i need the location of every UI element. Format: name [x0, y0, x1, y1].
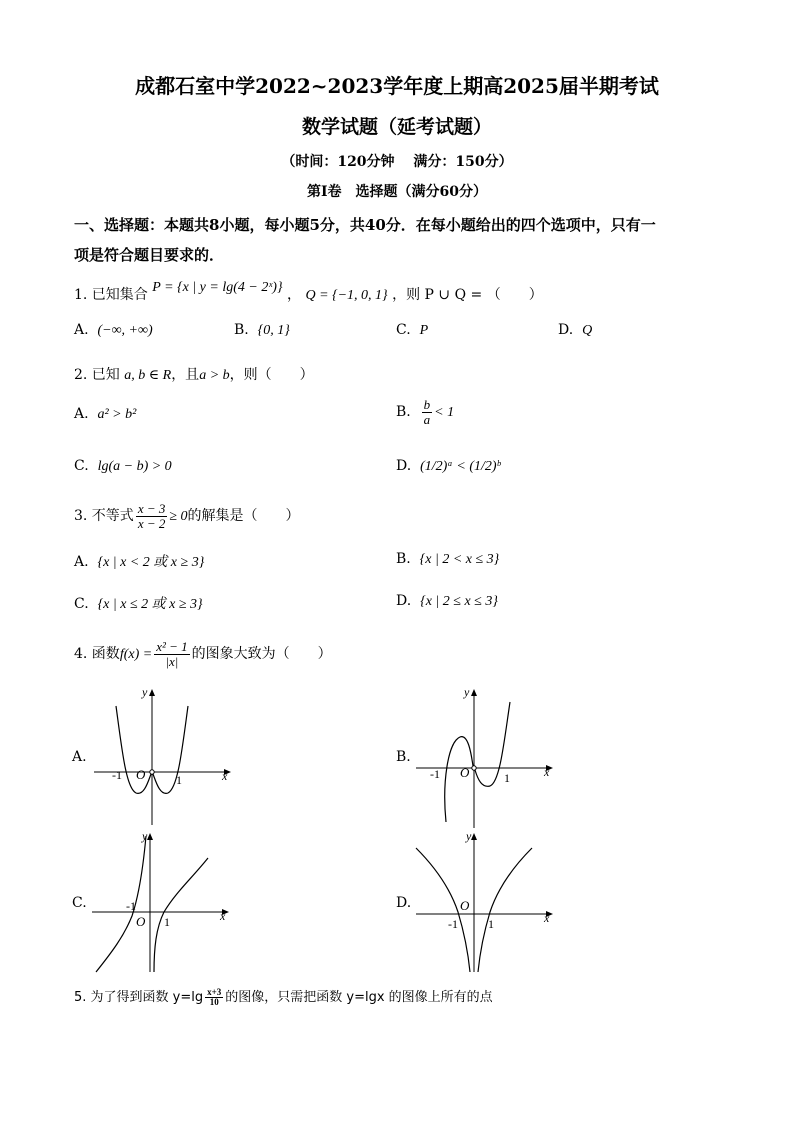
q4-graph-b[interactable] — [408, 682, 568, 832]
q5-prefix: 5. 为了得到函数 y=lg — [74, 990, 204, 1005]
q1-tail: ，则 P ∪ Q = （ ） — [392, 287, 543, 303]
y-axis-arrow — [471, 833, 477, 840]
q1-comma: ， — [287, 287, 301, 303]
q1-prefix: 1. 已知集合 — [74, 287, 148, 303]
fraction-denominator: 10 — [209, 997, 219, 1007]
origin-label: O — [136, 914, 146, 929]
q4-option-a-label[interactable]: A. — [72, 749, 87, 765]
q2-option-c[interactable] — [74, 458, 172, 475]
option-label: B. — [396, 551, 411, 567]
q3-option-b[interactable] — [396, 551, 499, 568]
option-text: lg(a − b) > 0 — [97, 459, 172, 474]
q4-tail: 的图象大致为（ ） — [191, 646, 332, 663]
q2-cond2: a > b — [199, 368, 230, 383]
q1-option-a[interactable] — [74, 322, 153, 339]
q4-option-c-label[interactable]: C. — [72, 895, 87, 911]
q5-fraction — [205, 988, 223, 1008]
q1-option-d[interactable] — [558, 322, 592, 339]
option-relation: < 1 — [434, 405, 455, 421]
fraction-denominator: a — [423, 411, 431, 427]
option-label: A. — [74, 322, 89, 338]
question-1 — [74, 280, 543, 304]
q3-fraction — [136, 502, 168, 530]
q4-option-d-label[interactable]: D. — [396, 895, 412, 911]
fraction-denominator: |x| — [165, 653, 179, 669]
option-text: (−∞, +∞) — [97, 323, 153, 338]
tick-label-1: 1 — [176, 773, 182, 787]
question-4 — [74, 640, 332, 668]
q1-option-b[interactable] — [234, 322, 290, 339]
q2-prefix: 2. 已知 — [74, 367, 120, 383]
fraction-numerator: x − 3 — [137, 501, 166, 516]
y-axis-label: y — [464, 685, 470, 699]
option-text: Q — [582, 323, 593, 338]
q4-option-b-label[interactable]: B. — [396, 749, 411, 765]
fraction-numerator: x+3 — [207, 986, 222, 997]
q5-tail: 的图像，只需把函数 y=lgx 的图像上所有的点 — [225, 990, 493, 1005]
q3-option-d[interactable] — [396, 593, 498, 610]
option-text: {0, 1} — [257, 323, 290, 338]
origin-label: O — [460, 765, 470, 780]
option-label: C. — [74, 596, 89, 612]
fraction-numerator: b — [423, 397, 431, 412]
curve-right — [154, 858, 208, 972]
option-text: {x | x < 2 或 x ≥ 3} — [97, 555, 205, 570]
x-axis-label: x — [544, 765, 550, 779]
x-axis-label: x — [544, 911, 550, 925]
tick-label-neg1: -1 — [430, 767, 440, 781]
q2-mid: ，且 — [171, 367, 200, 383]
question-2 — [74, 364, 314, 384]
q2-option-d[interactable] — [396, 458, 500, 475]
fraction-denominator: x − 2 — [137, 515, 166, 531]
option-text: a² > b² — [97, 407, 137, 422]
y-axis-arrow — [149, 689, 155, 696]
option-label: D. — [558, 322, 574, 338]
exam-subtitle: 数学试题（延考试题） — [301, 116, 492, 138]
q3-relation: ≥ 0 — [169, 509, 188, 525]
y-axis-label: y — [466, 829, 472, 843]
tick-label-1: 1 — [488, 917, 494, 931]
section-instruction-line1: 一、选择题：本题共8小题，每小题5分，共40分．在每小题给出的四个选项中，只有一 — [74, 216, 656, 234]
y-axis-label: y — [142, 685, 148, 699]
question-3 — [74, 502, 300, 530]
option-label: C. — [74, 458, 89, 474]
q3-tail: 的解集是（ ） — [187, 508, 300, 525]
q3-option-c[interactable] — [74, 593, 203, 613]
q1-set-q: Q = {−1, 0, 1} — [305, 288, 388, 303]
option-text: (1/2)ᵃ < (1/2)ᵇ — [420, 459, 501, 474]
q3-prefix: 3. 不等式 — [74, 508, 134, 525]
tick-label-1: 1 — [164, 915, 170, 929]
tick-label-neg1: -1 — [126, 899, 136, 913]
option-text: {x | x ≤ 2 或 x ≥ 3} — [97, 597, 203, 612]
q2-cond: a, b ∈ R — [124, 368, 172, 383]
curve-left — [96, 836, 146, 972]
y-axis-arrow — [147, 833, 153, 840]
q4-prefix: 4. 函数 — [74, 646, 120, 663]
option-text: {x | 2 ≤ x ≤ 3} — [420, 594, 498, 609]
option-label: D. — [396, 458, 412, 474]
tick-label-neg1: -1 — [112, 768, 122, 782]
option-text: P — [419, 323, 429, 338]
question-5 — [74, 986, 493, 1007]
curve-right — [478, 848, 532, 972]
y-axis-label: y — [142, 829, 148, 843]
option-text: {x | 2 < x ≤ 3} — [419, 552, 500, 567]
x-axis-label: x — [220, 909, 226, 923]
q4-graph-d[interactable] — [410, 828, 570, 976]
option-label: A. — [74, 554, 89, 570]
option-label: D. — [396, 593, 412, 609]
origin-hollow-point — [150, 770, 154, 774]
origin-label: O — [460, 898, 470, 913]
option-fraction — [422, 398, 433, 426]
option-label: A. — [74, 406, 89, 422]
origin-hollow-point — [472, 766, 476, 770]
q4-graph-a[interactable] — [88, 680, 248, 830]
tick-label-1: 1 — [504, 771, 510, 785]
fraction-numerator: x² − 1 — [156, 639, 188, 654]
option-label: B. — [234, 322, 249, 338]
q2-tail: ，则（ ） — [229, 367, 314, 383]
q4-graph-c[interactable] — [88, 828, 248, 976]
q3-option-a[interactable] — [74, 551, 204, 571]
part-heading: 第Ⅰ卷 选择题（满分60分） — [306, 184, 488, 200]
section-instruction-line2: 项是符合题目要求的． — [74, 246, 225, 264]
q2-option-a[interactable] — [74, 406, 136, 423]
q4-fraction — [154, 640, 189, 668]
exam-title: 成都石室中学2022~2023学年度上期高2025届半期考试 — [135, 74, 659, 98]
q4-function: f(x) = — [119, 647, 153, 663]
q2-option-b[interactable] — [396, 398, 454, 426]
origin-label: O — [136, 767, 146, 782]
x-axis-label: x — [222, 769, 228, 783]
time-info: （时间：120分钟 满分：150分） — [281, 154, 513, 170]
tick-label-neg1: -1 — [448, 917, 458, 931]
curve-right — [153, 706, 188, 793]
q1-option-c[interactable] — [396, 322, 428, 339]
y-axis-arrow — [471, 689, 477, 696]
q1-set-p: P = {x | y = lg(4 − 2ˣ)} — [152, 280, 283, 295]
option-label: B. — [396, 404, 411, 421]
option-label: C. — [396, 322, 411, 338]
